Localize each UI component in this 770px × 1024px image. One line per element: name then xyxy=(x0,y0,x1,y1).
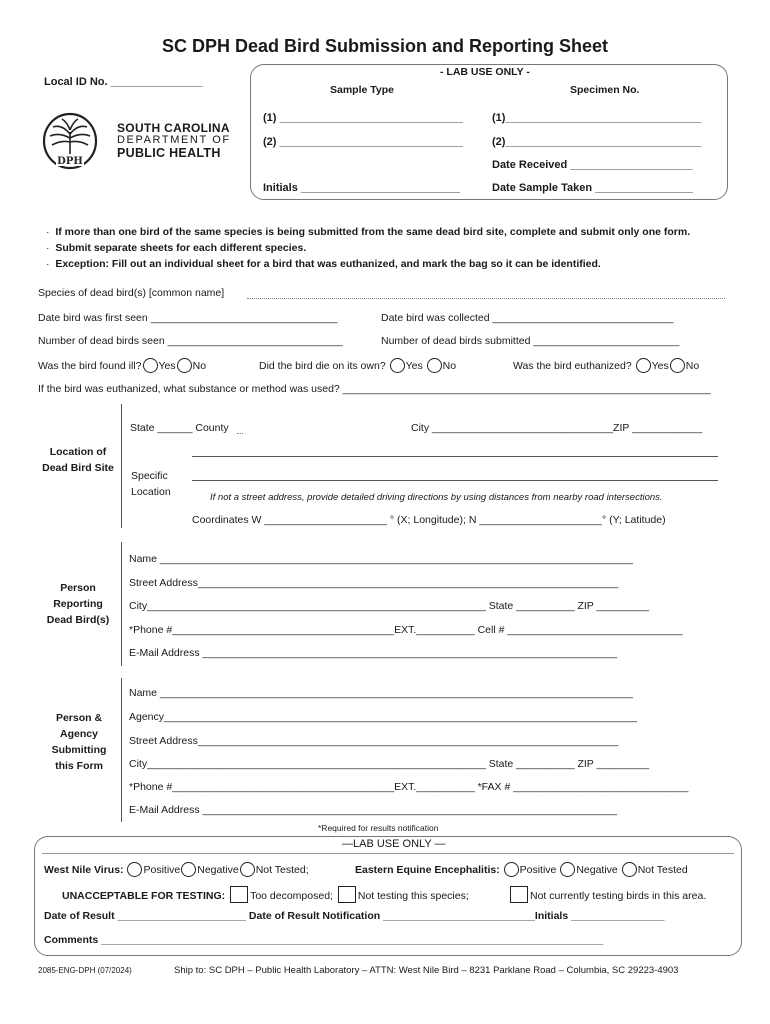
wnv-positive-radio[interactable] xyxy=(127,862,142,877)
not-tested-label: Not Tested xyxy=(637,864,688,876)
location-line[interactable] xyxy=(192,456,718,457)
wnv-label: West Nile Virus: xyxy=(44,864,124,876)
eee-label: Eastern Equine Encephalitis: xyxy=(355,864,500,876)
not-currently-row xyxy=(508,886,706,903)
found-ill-question xyxy=(38,358,206,373)
species-label: Species of dead bird(s) [common name] xyxy=(38,287,225,299)
reporter-city-field[interactable]: City__________________________________________________________ State __________ ZIP _________ xyxy=(129,600,650,612)
found-ill-yes-radio[interactable] xyxy=(143,358,158,373)
date-first-seen-field[interactable]: Date bird was first seen ________________________________ xyxy=(38,312,338,324)
euthanized-method-field[interactable]: If the bird was euthanized, what substance or method was used? _______________________________________________________________ xyxy=(38,383,711,395)
submitter-name-field[interactable]: Name _________________________________________________________________________________ xyxy=(129,687,633,699)
too-decomposed-checkbox[interactable] xyxy=(230,886,248,903)
die-own-question xyxy=(259,358,456,373)
lab-use-box-top xyxy=(250,64,728,200)
logo-line-3: PUBLIC HEALTH xyxy=(117,146,221,160)
yes-label: Yes xyxy=(651,360,669,372)
not-currently-checkbox[interactable] xyxy=(510,886,528,903)
no-label: No xyxy=(442,360,457,372)
date-result-row[interactable]: Date of Result ______________________ Date of Result Notification __________________________Initials ________________ xyxy=(44,910,665,922)
section-divider xyxy=(121,678,122,822)
submitter-street-field[interactable]: Street Address________________________________________________________________________ xyxy=(129,735,619,747)
not-tested-label: Not Tested; xyxy=(255,864,309,876)
sample-type-2[interactable]: (2) ______________________________ xyxy=(263,136,464,148)
eee-positive-radio[interactable] xyxy=(504,862,519,877)
submitter-agency-field[interactable]: Agency_________________________________________________________________________________ xyxy=(129,711,638,723)
submitter-city-field[interactable]: City__________________________________________________________ State __________ ZIP _________ xyxy=(129,758,650,770)
dph-seal-icon xyxy=(40,110,120,174)
reporter-section-label: Person Reporting Dead Bird(s) xyxy=(46,582,110,626)
wnv-negative-radio[interactable] xyxy=(181,862,196,877)
euthanized-yes-radio[interactable] xyxy=(636,358,651,373)
reporter-email-field[interactable]: E-Mail Address _______________________________________________________________________ xyxy=(129,647,618,659)
specific-location-label: Specific Location xyxy=(131,470,171,498)
state-county-field[interactable]: State ______ County xyxy=(130,422,229,434)
number-submitted-field[interactable]: Number of dead birds submitted _________________________ xyxy=(381,335,680,347)
city-zip-field[interactable]: City _______________________________ZIP ____________ xyxy=(411,422,703,434)
section-divider xyxy=(121,404,122,528)
positive-label: Positive xyxy=(519,864,557,876)
date-received-field[interactable]: Date Received ____________________ xyxy=(492,159,693,171)
negative-label: Negative xyxy=(197,864,239,876)
instruction-item: · If more than one bird of the same species is being submitted from the same dead bird site, complete and submit only one form. xyxy=(46,224,690,240)
initials-field[interactable]: Initials __________________________ xyxy=(263,182,460,194)
directions-note: If not a street address, provide detailed driving directions by using distances from nearby road intersections. xyxy=(210,492,663,503)
die-own-no-radio[interactable] xyxy=(427,358,442,373)
reporter-name-field[interactable]: Name _________________________________________________________________________________ xyxy=(129,553,633,565)
number-seen-field[interactable]: Number of dead birds seen ______________________________ xyxy=(38,335,343,347)
wnv-row xyxy=(44,862,309,877)
die-own-yes-radio[interactable] xyxy=(390,358,405,373)
negative-label: Negative xyxy=(576,864,618,876)
not-species-checkbox[interactable] xyxy=(338,886,356,903)
die-own-label: Did the bird die on its own? xyxy=(259,360,386,372)
ship-to-address: Ship to: SC DPH – Public Health Laboratory – ATTN: West Nile Bird – 8231 Parklane Road – Columbia, SC 29223-4903 xyxy=(174,965,679,976)
not-currently-label: Not currently testing birds in this area. xyxy=(530,890,707,902)
specific-location-input[interactable] xyxy=(192,480,718,481)
lab-use-header: - LAB USE ONLY - xyxy=(440,66,530,78)
reporter-phone-field[interactable]: *Phone #______________________________________EXT.__________ Cell # ______________________________ xyxy=(129,624,683,636)
location-section-label: Location of Dead Bird Site xyxy=(42,446,114,474)
reporter-street-field[interactable]: Street Address________________________________________________________________________ xyxy=(129,577,619,589)
submitter-phone-field[interactable]: *Phone #______________________________________EXT.__________ *FAX # ______________________________ xyxy=(129,781,689,793)
page-title: SC DPH Dead Bird Submission and Reporting Sheet xyxy=(161,36,609,56)
date-collected-field[interactable]: Date bird was collected _______________________________ xyxy=(381,312,674,324)
specimen-no-2[interactable]: (2)________________________________ xyxy=(492,136,702,148)
county-input[interactable] xyxy=(237,433,243,434)
sample-type-1[interactable]: (1) ______________________________ xyxy=(263,112,464,124)
found-ill-label: Was the bird found ill? xyxy=(38,360,142,372)
too-decomposed-label: Too decomposed; xyxy=(250,890,333,902)
yes-label: Yes xyxy=(158,360,176,372)
positive-label: Positive xyxy=(143,864,181,876)
submitter-email-field[interactable]: E-Mail Address _______________________________________________________________________ xyxy=(129,804,618,816)
header-rule xyxy=(42,853,734,854)
submitter-section-label: Person & Agency Submitting this Form xyxy=(51,712,107,772)
wnv-not-tested-radio[interactable] xyxy=(240,862,255,877)
euthanized-no-radio[interactable] xyxy=(670,358,685,373)
euthanized-label: Was the bird euthanized? xyxy=(513,360,632,372)
svg-text:DPH: DPH xyxy=(57,156,83,167)
no-label: No xyxy=(685,360,700,372)
form-number: 2085-ENG-DPH (07/2024) xyxy=(38,966,132,975)
date-sample-taken-field[interactable]: Date Sample Taken ________________ xyxy=(492,182,693,194)
specimen-no-1[interactable]: (1)________________________________ xyxy=(492,112,702,124)
section-divider xyxy=(121,542,122,666)
sample-type-label: Sample Type xyxy=(330,84,394,96)
logo-line-2: DEPARTMENT OF xyxy=(117,134,231,146)
yes-label: Yes xyxy=(405,360,423,372)
local-id-field[interactable]: Local ID No. _______________ xyxy=(44,76,203,88)
specimen-no-label: Specimen No. xyxy=(570,84,640,96)
eee-negative-radio[interactable] xyxy=(560,862,575,877)
comments-field[interactable]: Comments ______________________________________________________________________________________ xyxy=(44,934,604,946)
lab-use-bottom-header: —LAB USE ONLY — xyxy=(342,838,446,850)
instructions-list xyxy=(46,224,690,272)
not-species-label: Not testing this species; xyxy=(357,890,469,902)
eee-not-tested-radio[interactable] xyxy=(622,862,637,877)
coordinates-field[interactable]: Coordinates W _____________________ ° (X; Longitude); N _____________________° (Y; Latitude) xyxy=(192,514,666,526)
instruction-item: · Submit separate sheets for each different species. xyxy=(46,240,690,256)
logo-line-1: SOUTH CAROLINA xyxy=(117,121,230,135)
instruction-item: · Exception: Fill out an individual sheet for a bird that was euthanized, and mark the bag so it can be identified. xyxy=(46,256,690,272)
required-note: *Required for results notification xyxy=(318,823,439,833)
no-label: No xyxy=(192,360,207,372)
unacceptable-row xyxy=(62,886,469,903)
species-input[interactable] xyxy=(247,298,725,299)
eee-row xyxy=(355,862,688,877)
euthanized-question xyxy=(513,358,699,373)
found-ill-no-radio[interactable] xyxy=(177,358,192,373)
unacceptable-label: UNACCEPTABLE FOR TESTING: xyxy=(62,890,226,902)
